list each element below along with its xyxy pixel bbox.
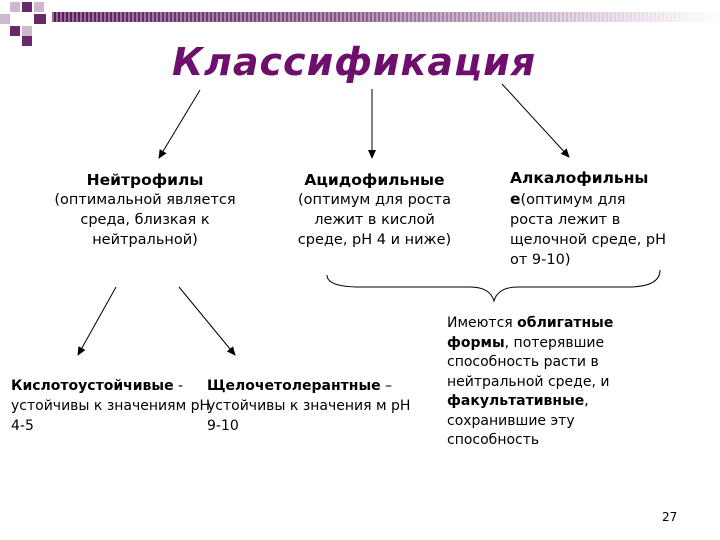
node-alkali-tolerant bbox=[207, 376, 427, 436]
arrow-to-acid-tolerant bbox=[78, 287, 116, 355]
alkali-tolerant-dash: – bbox=[380, 378, 393, 394]
node-alkalophils bbox=[510, 167, 670, 270]
arrow-to-alkalophils bbox=[502, 84, 569, 157]
brace bbox=[327, 270, 660, 301]
neutrophils-text: (оптимальной является среда, близкая к нейтральной) bbox=[54, 192, 236, 248]
node-neutrophils bbox=[40, 170, 250, 250]
alkalophils-heading: Алкалофильны bbox=[510, 169, 649, 187]
alkalophils-heading-end: е bbox=[510, 190, 521, 208]
node-acid-tolerant bbox=[11, 376, 211, 436]
note-bold-obligate: облигатные формы bbox=[447, 315, 614, 351]
arrow-to-alkali-tolerant bbox=[179, 287, 235, 355]
note-bold-facultative: факультативные bbox=[447, 393, 585, 409]
acid-tolerant-heading: Кислотоустойчивые bbox=[11, 378, 174, 394]
node-acidophils bbox=[282, 170, 467, 250]
acid-tolerant-dash: - bbox=[173, 378, 184, 394]
neutrophils-heading: Нейтрофилы bbox=[86, 171, 204, 189]
page-number: 27 bbox=[662, 510, 678, 524]
acidophils-heading: Ацидофильные bbox=[304, 171, 445, 189]
slide-title: Классификация bbox=[172, 40, 537, 84]
acidophils-text: (оптимум для роста лежит в кислой среде, рН 4 и ниже) bbox=[297, 192, 452, 248]
alkali-tolerant-text: устойчивы к значения м рН 9-10 bbox=[207, 398, 411, 434]
arrow-to-neutrophils bbox=[159, 90, 200, 158]
alkalophils-text: (оптимум для роста лежит в щелочной среде, рН от 9-10) bbox=[510, 192, 667, 268]
note-part: , потерявшие способность расти в нейтральной среде, и bbox=[447, 334, 610, 390]
note-part: , сохранившие эту способность bbox=[447, 393, 589, 448]
note-text bbox=[447, 314, 647, 451]
note-part: Имеются bbox=[447, 315, 518, 331]
acid-tolerant-text: устойчивы к значениям рН 4-5 bbox=[11, 398, 210, 434]
alkali-tolerant-heading: Щелочетолерантные bbox=[207, 378, 381, 394]
